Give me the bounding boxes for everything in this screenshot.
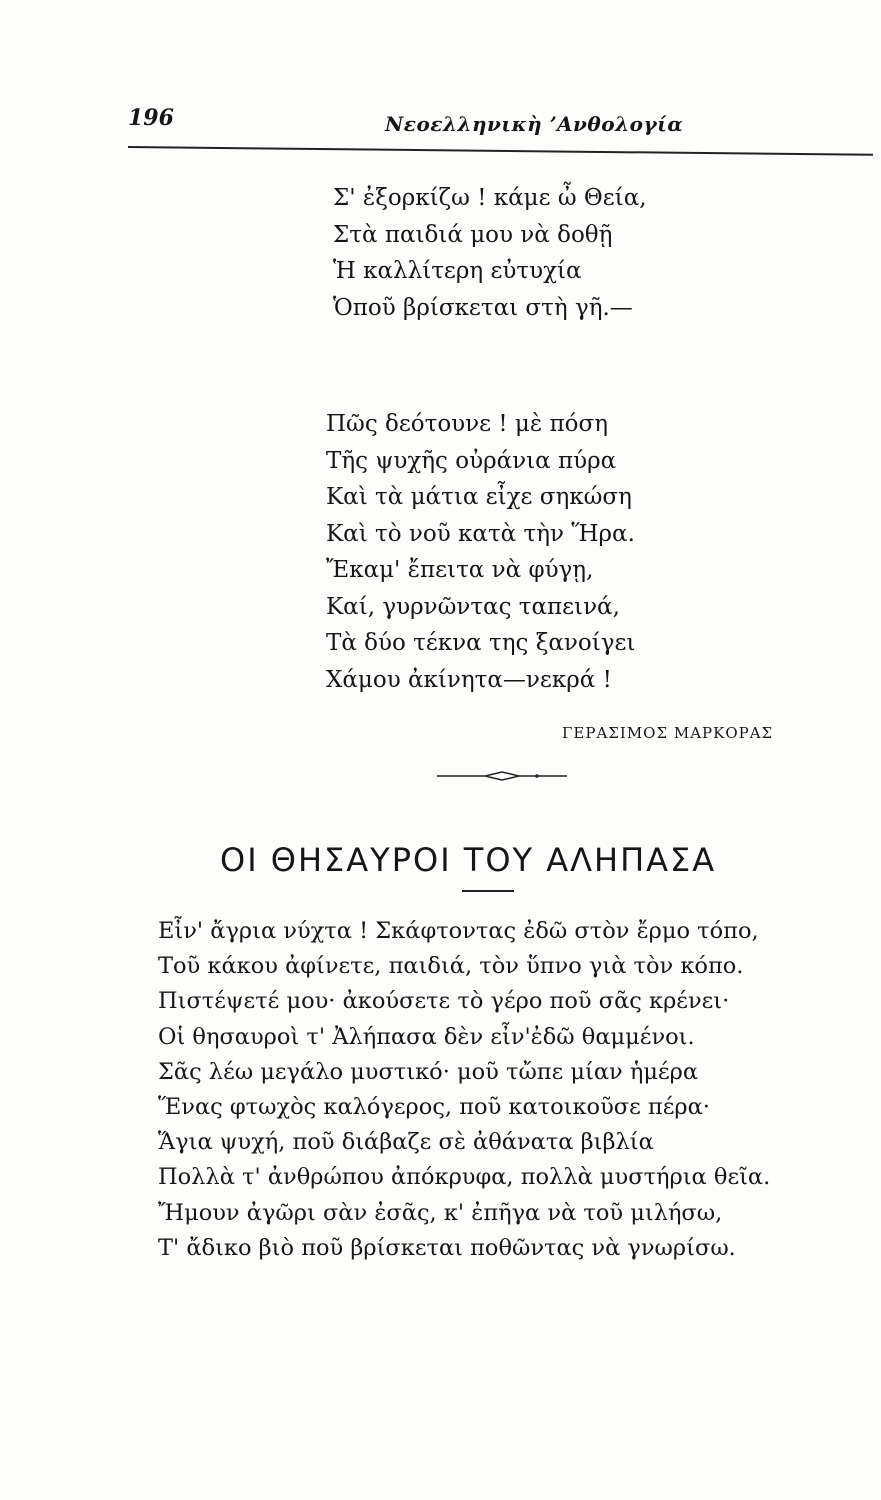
verse-line: Καὶ τὸ νοῦ κατὰ τὴν Ἥρα.: [326, 520, 635, 547]
verse-line: Καὶ τὰ μάτια εἶχε σηκώση: [326, 484, 632, 510]
verse-line: Τῆς ψυχῆς οὐράνια πύρα: [326, 447, 617, 474]
verse-line: Πῶς δεότουνε ! μὲ πόση: [326, 411, 608, 437]
verse-line: Τοῦ κάκου ἀφίνετε, παιδιά, τὸν ὕπνο γιὰ τὸν κόπο.: [158, 953, 744, 980]
page-number: 196: [128, 105, 174, 131]
poem-two-verses: [158, 914, 770, 1266]
verse-line: Ἔκαμ' ἔπειτα νὰ φύγῃ,: [326, 557, 594, 583]
verse-line: Σᾶς λέω μεγάλο μυστικό· μοῦ τὤπε μίαν ἡμέρα: [158, 1058, 699, 1085]
verse-line: Ἤμουν ἀγῶρι σὰν ἐσᾶς, κ' ἐπῆγα νὰ τοῦ μιλήσω,: [158, 1199, 723, 1226]
verse-line: Ἡ καλλίτερη εὐτυχία: [333, 258, 582, 284]
verse-line: Πολλὰ τ' ἀνθρώπου ἀπόκρυφα, πολλὰ μυστήρια θεῖα.: [158, 1164, 771, 1191]
verse-line: Τὰ δύο τέκνα της ξανοίγει: [326, 630, 636, 656]
verse-line: Πιστέψετέ μου· ἀκούσετε τὸ γέρο ποῦ σᾶς κρένει·: [158, 988, 730, 1015]
running-title: Νεοελληνικὴ ʼΑνθολογία: [385, 112, 684, 136]
poem-one-stanza-2: [326, 406, 635, 698]
verse-line: Εἶν' ἄγρια νύχτα ! Σκάφτοντας ἐδῶ στὸν ἔρμο τόπο,: [158, 918, 759, 944]
verse-line: Οἱ θησαυροὶ τ' Ἀλήπασα δὲν εἶν'ἐδῶ θαμμένοι.: [158, 1023, 695, 1050]
verse-line: Σ' ἐξορκίζω ! κάμε ὦ Θεία,: [333, 185, 647, 211]
verse-line: Ἕνας φτωχὸς καλόγερος, ποῦ κατοικοῦσε πέρα·: [158, 1094, 710, 1121]
verse-line: Στὰ παιδιά μου νὰ δοθῇ: [333, 221, 613, 248]
header-rule: [128, 146, 873, 156]
verse-line: Τ' ἄδικο βιὸ ποῦ βρίσκεται ποθῶντας νὰ γνωρίσω.: [158, 1234, 736, 1261]
poem-one-stanza-1: [333, 180, 647, 326]
poem-title: ΟΙ ΘΗΣΑΥΡΟΙ ΤΟΥ ΑΛΗΠΑΣΑ: [220, 841, 717, 880]
poem-author: ΓΕΡΑΣΙΜΟΣ ΜΑΡΚΟΡΑΣ: [562, 724, 774, 742]
verse-line: Καί, γυρνῶντας ταπεινά,: [326, 593, 620, 620]
verse-line: Ἅγια ψυχή, ποῦ διάβαζε σὲ ἀθάνατα βιβλία: [158, 1129, 654, 1156]
section-ornament: [437, 768, 567, 784]
title-rule: [462, 890, 514, 892]
verse-line: Ὁποῦ βρίσκεται στὴ γῆ.—: [333, 294, 633, 321]
verse-line: Χάμου ἀκίνητα—νεκρά !: [326, 666, 612, 693]
